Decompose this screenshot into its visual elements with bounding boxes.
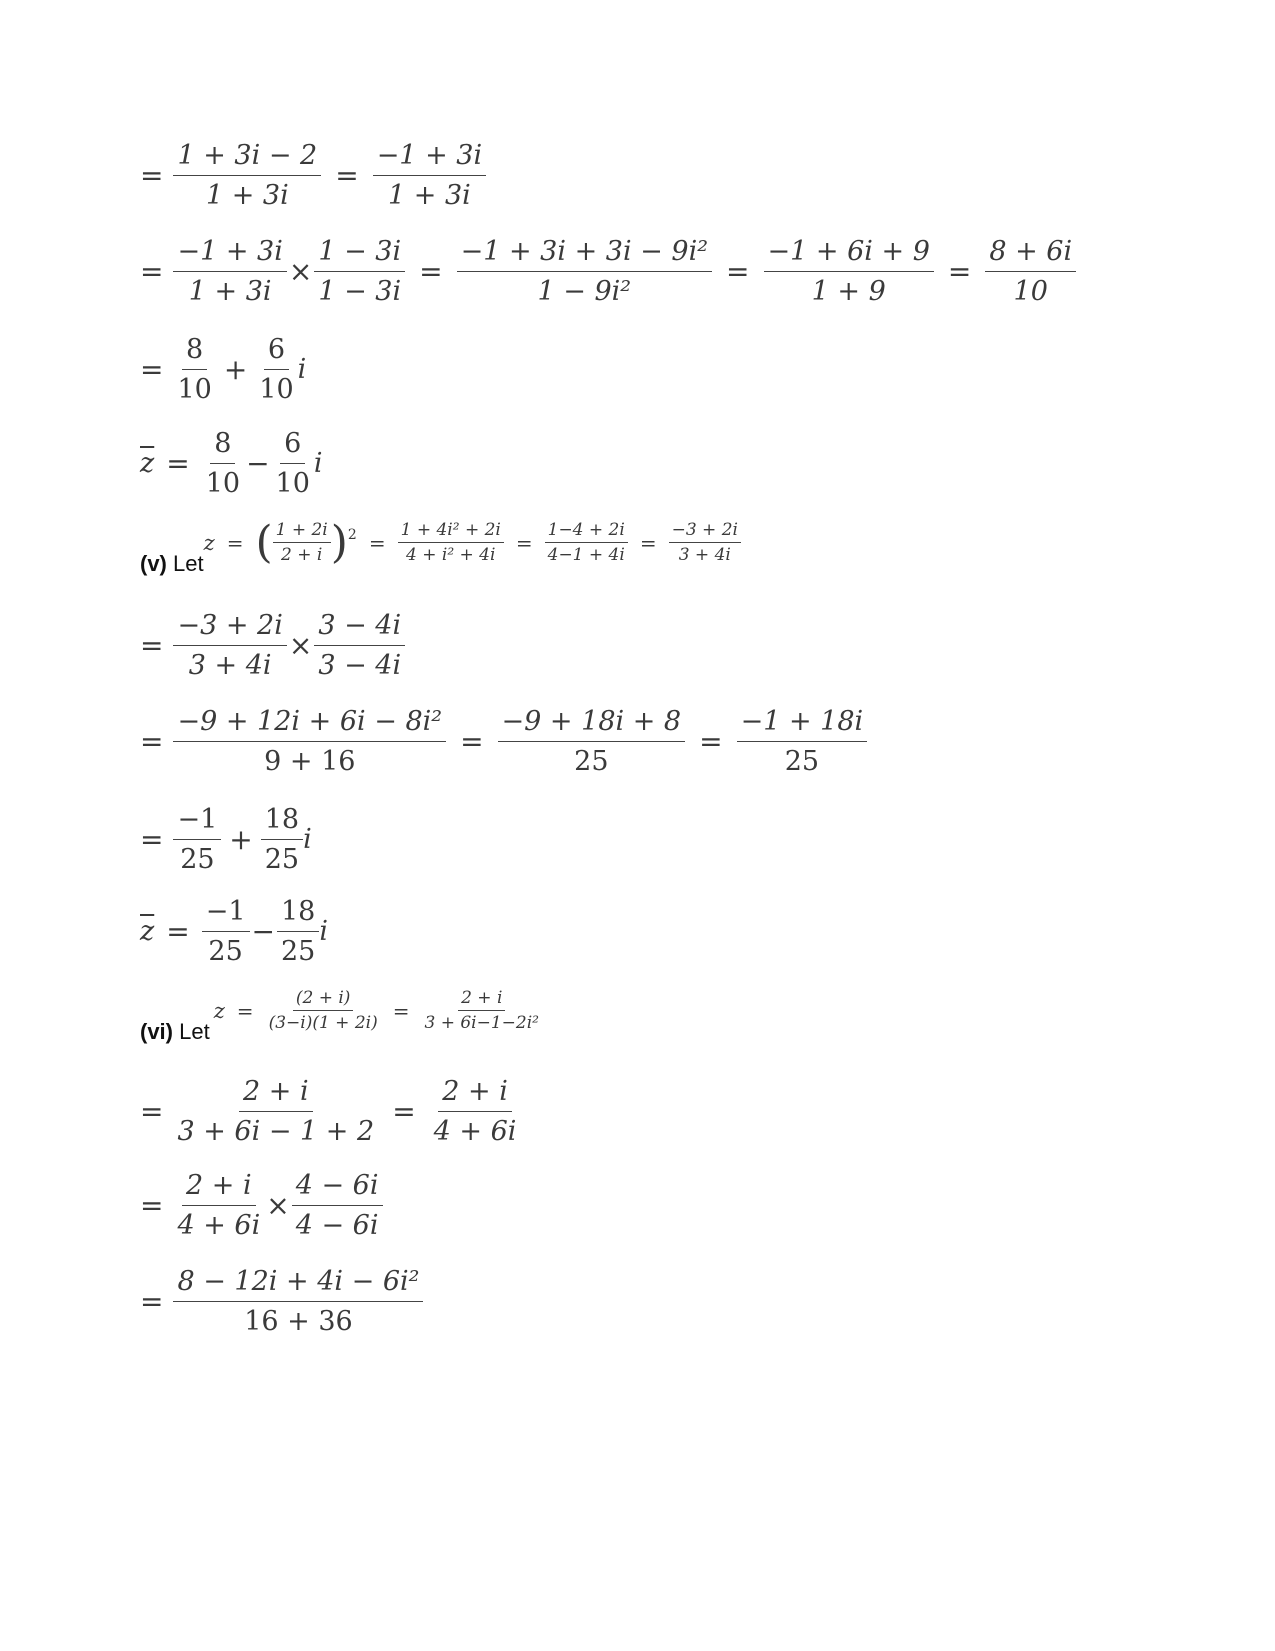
- part-label: [140, 551, 204, 579]
- equals-sign: =: [392, 998, 410, 1023]
- fraction: [173, 610, 286, 681]
- denominator: 3 + 6i−1−2i²: [424, 1013, 539, 1033]
- equals-sign: =: [392, 1095, 416, 1128]
- denominator: 1 + 3i: [205, 180, 289, 211]
- numerator: 8: [182, 334, 207, 370]
- numerator: 1 + 2i: [273, 520, 331, 543]
- left-paren: (: [255, 516, 273, 568]
- numerator: −1: [202, 896, 250, 932]
- fraction: [173, 706, 446, 777]
- numerator: −3 + 2i: [173, 610, 286, 646]
- minus-sign: −: [251, 915, 275, 948]
- equals-sign: =: [639, 530, 657, 555]
- denominator: 25: [574, 746, 609, 777]
- z-variable: z: [203, 530, 215, 555]
- let-word: Let: [173, 551, 204, 576]
- part-v: [140, 516, 741, 579]
- part-vi: [140, 988, 542, 1047]
- equals-sign: =: [515, 530, 533, 555]
- numerator: −1 + 3i + 3i − 9i²: [457, 236, 712, 272]
- fraction: [173, 1076, 378, 1147]
- fraction: [498, 706, 686, 777]
- numerator: 6: [280, 428, 305, 464]
- equals-sign: =: [140, 1285, 164, 1318]
- denominator: 1 + 9: [811, 276, 886, 307]
- denominator: 1 + 3i: [388, 180, 471, 211]
- equation-line-8: [140, 804, 312, 875]
- times-sign: ×: [288, 255, 313, 288]
- fraction: [202, 428, 244, 499]
- denominator: 25: [180, 844, 215, 875]
- part-v-equation: [203, 516, 741, 568]
- equation-line-12: [140, 1170, 383, 1241]
- denominator: 25: [784, 746, 820, 777]
- equation-line-13: [140, 1266, 423, 1337]
- fraction: [314, 610, 405, 681]
- imaginary-unit: i: [297, 354, 307, 385]
- fraction: [173, 236, 286, 307]
- z-conjugate: $\overline{z}$: [140, 916, 155, 947]
- equals-sign: =: [140, 159, 164, 192]
- equals-sign: =: [140, 629, 164, 662]
- denominator: 1 − 9i²: [537, 276, 632, 307]
- fraction: [173, 804, 221, 875]
- fraction: [669, 520, 741, 565]
- denominator: 4 + 6i: [433, 1116, 517, 1147]
- part-vi-equation: [210, 988, 542, 1033]
- denominator: 16 + 36: [244, 1306, 353, 1337]
- fraction: [457, 236, 712, 307]
- minus-sign: −: [246, 447, 270, 480]
- numerator: 6: [264, 334, 289, 370]
- equation-line-6: [140, 610, 405, 681]
- numerator: 8 − 12i + 4i − 6i²: [173, 1266, 423, 1302]
- denominator: 25: [264, 844, 300, 875]
- numerator: −1: [173, 804, 221, 840]
- denominator: 25: [280, 936, 316, 967]
- imaginary-unit: i: [303, 824, 312, 855]
- equation-line-1: [140, 140, 486, 211]
- equation-line-2: [140, 236, 1076, 307]
- denominator: 4−1 + 4i: [547, 545, 625, 565]
- equals-sign: =: [236, 998, 254, 1023]
- equals-sign: =: [419, 255, 443, 288]
- equation-line-4: [140, 428, 323, 499]
- fraction: [985, 236, 1076, 307]
- denominator: 4 − 6i: [295, 1210, 379, 1241]
- part-label: [140, 1019, 210, 1047]
- part-number: (vi): [140, 1019, 173, 1044]
- fraction: [430, 1076, 521, 1147]
- fraction: [173, 1170, 264, 1241]
- fraction: [292, 1170, 383, 1241]
- times-sign: ×: [266, 1189, 290, 1222]
- fraction: [202, 896, 250, 967]
- numerator: −9 + 18i + 8: [498, 706, 686, 742]
- numerator: 1−4 + 2i: [545, 520, 628, 543]
- equals-sign: =: [947, 255, 972, 288]
- equals-sign: =: [166, 915, 190, 948]
- numerator: (2 + i): [293, 988, 354, 1011]
- numerator: 2 + i: [182, 1170, 256, 1206]
- denominator: 9 + 16: [264, 746, 356, 777]
- equals-sign: =: [140, 823, 164, 856]
- equals-sign: =: [335, 159, 359, 192]
- numerator: 2 + i: [458, 988, 505, 1011]
- fraction: [255, 334, 297, 405]
- fraction: [737, 706, 868, 777]
- numerator: −9 + 12i + 6i − 8i²: [173, 706, 446, 742]
- equals-sign: =: [166, 447, 190, 480]
- times-sign: ×: [288, 629, 313, 662]
- fraction: [314, 236, 405, 307]
- numerator: 2 + i: [438, 1076, 512, 1112]
- denominator: 3 + 6i − 1 + 2: [177, 1116, 375, 1147]
- part-number: (v): [140, 551, 167, 576]
- fraction: [373, 140, 486, 211]
- numerator: −1 + 18i: [737, 706, 868, 742]
- denominator: 10: [1013, 276, 1048, 307]
- exponent: 2: [347, 526, 357, 543]
- denominator: 3 − 4i: [318, 650, 402, 681]
- denominator: 1 − 3i: [318, 276, 402, 307]
- numerator: 4 − 6i: [292, 1170, 383, 1206]
- equals-sign: =: [726, 255, 750, 288]
- equation-line-9: [140, 896, 328, 967]
- let-word: Let: [179, 1019, 210, 1044]
- fraction: [398, 520, 504, 565]
- numerator: −1 + 3i: [373, 140, 486, 176]
- equals-sign: =: [140, 1095, 164, 1128]
- denominator: 10: [205, 468, 241, 499]
- denominator: 3 + 4i: [678, 545, 731, 565]
- plus-sign: +: [223, 353, 248, 386]
- numerator: 2 + i: [239, 1076, 313, 1112]
- numerator: 1 + 3i − 2: [173, 140, 321, 176]
- equals-sign: =: [140, 353, 164, 386]
- denominator: 25: [208, 936, 243, 967]
- denominator: 4 + i² + 4i: [406, 545, 496, 565]
- fraction: [261, 804, 303, 875]
- denominator: 10: [177, 374, 212, 405]
- numerator: 18: [261, 804, 303, 840]
- fraction: [272, 428, 314, 499]
- fraction: [173, 334, 215, 405]
- fraction: [277, 896, 319, 967]
- imaginary-unit: i: [313, 448, 323, 479]
- plus-sign: +: [229, 823, 253, 856]
- fraction: [764, 236, 934, 307]
- imaginary-unit: i: [319, 916, 328, 947]
- numerator: 8: [210, 428, 235, 464]
- z-conjugate: $\overline{z}$: [140, 448, 155, 479]
- denominator: (3−i)(1 + 2i): [268, 1013, 378, 1033]
- fraction: [173, 1266, 423, 1337]
- denominator: 4 + 6i: [177, 1210, 261, 1241]
- numerator: 1 + 4i² + 2i: [398, 520, 504, 543]
- denominator: 3 + 4i: [188, 650, 272, 681]
- numerator: −1 + 3i: [173, 236, 286, 272]
- equals-sign: =: [140, 1189, 164, 1222]
- equation-line-7: [140, 706, 867, 777]
- equals-sign: =: [699, 725, 723, 758]
- fraction: [421, 988, 542, 1033]
- equals-sign: =: [226, 530, 244, 555]
- equation-line-3: [140, 334, 306, 405]
- equals-sign: =: [140, 255, 164, 288]
- equation-line-11: [140, 1076, 520, 1147]
- numerator: 1 − 3i: [314, 236, 405, 272]
- fraction: [173, 140, 321, 211]
- denominator: 10: [275, 468, 310, 499]
- equals-sign: =: [460, 725, 484, 758]
- fraction: [273, 520, 331, 565]
- right-paren: ): [330, 516, 348, 568]
- numerator: 3 − 4i: [314, 610, 405, 646]
- equals-sign: =: [368, 530, 386, 555]
- denominator: 10: [259, 374, 294, 405]
- denominator: 2 + i: [281, 545, 323, 565]
- z-variable: z: [213, 998, 225, 1023]
- fraction: [266, 988, 381, 1033]
- denominator: 1 + 3i: [188, 276, 272, 307]
- numerator: −1 + 6i + 9: [764, 236, 934, 272]
- equals-sign: =: [140, 725, 164, 758]
- fraction: [545, 520, 628, 565]
- numerator: 18: [277, 896, 319, 932]
- numerator: 8 + 6i: [985, 236, 1076, 272]
- numerator: −3 + 2i: [669, 520, 741, 543]
